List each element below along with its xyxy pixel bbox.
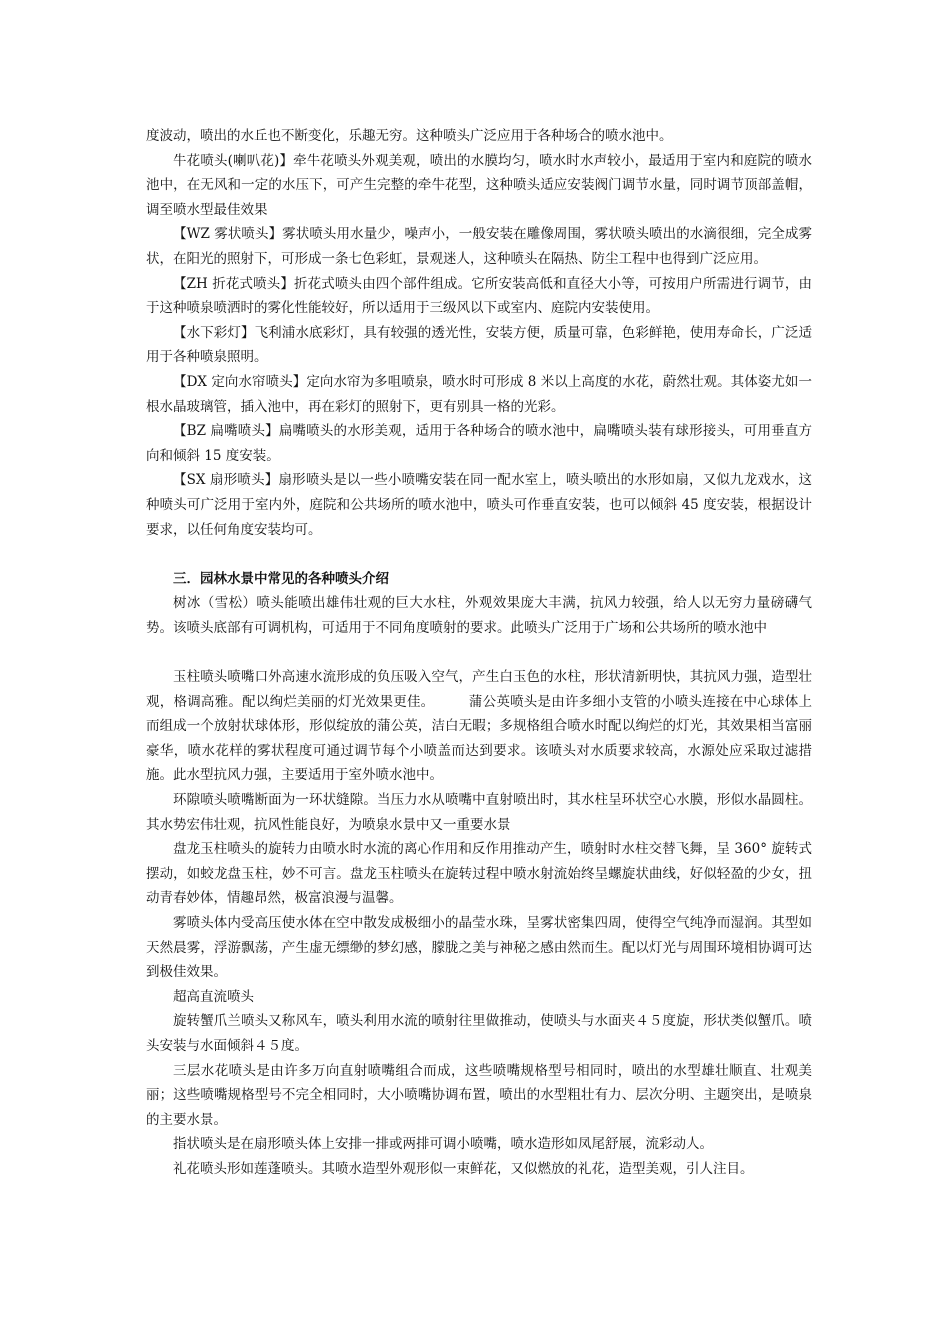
paragraph-jade-column-nozzle: 玉柱喷头喷嘴口外高速水流形成的负压吸入空气，产生白玉色的水柱，形状清新明快，其抗风力强，造型壮观，格调高雅。配以绚烂美丽的灯光效果更佳。 蒲公英喷头是由许多细小支管的小喷头连接在中心球体上而组成一个放射状球体形，形似绽放的蒲公英，洁白无暇；多规格组合喷水时配以绚烂的灯光，其效果相当富丽豪华，喷水花样的雾状程度可通过调节每个小喷盖而达到要求。该喷头对水质要求较高，水源处应采取过滤措施。此水型抗风力强，主要适用于室外喷水池中。 xyxy=(146,669,812,784)
paragraph-morning-glory-nozzle: 牛花喷头(喇叭花)】牵牛花喷头外观美观，喷出的水膜均匀，喷水时水声较小，最适用于室内和庭院的喷水池中，在无风和一定的水压下，可产生完整的牵牛花型，这种喷头适应安装阀门调节水量，同时调节顶部盖帽，调至喷水型最佳效果 xyxy=(146,152,812,218)
paragraph-dragon-column-nozzle: 盘龙玉柱喷头的旋转力由喷水时水流的离心作用和反作用推动产生，喷射时水柱交替飞舞，呈 360° 旋转式摆动，如蛟龙盘玉柱，妙不可言。盘龙玉柱喷头在旋转过程中喷水射流始终呈螺旋状曲线，好似轻盈的少女，扭动青春妙体，情趣昂然，极富浪漫与温馨。 xyxy=(146,841,812,907)
paragraph-continuation: 度波动，喷出的水丘也不断变化，乐趣无穷。这种喷头广泛应用于各种场合的喷水池中。 xyxy=(146,128,673,144)
paragraph-sx-fan-nozzle: 【SX 扇形喷头】扇形喷头是以一些小喷嘴安装在同一配水室上，喷头喷出的水形如扇，又似九龙戏水，这种喷头可广泛用于室内外，庭院和公共场所的喷水池中，喷头可作垂直安装，也可以倾斜 45 度安装，根据设计要求，以任何角度安装均可。 xyxy=(146,472,812,538)
paragraph-firework-nozzle: 礼花喷头形如莲蓬喷头。其喷水造型外观形似一束鲜花，又似燃放的礼花，造型美观，引人注目。 xyxy=(173,1160,754,1177)
paragraph-rotating-crab-nozzle: 旋转蟹爪兰喷头又称风车，喷头利用水流的喷射往里做推动，使喷头与水面夹４５度旋，形状类似蟹爪。喷头安装与水面倾斜４５度。 xyxy=(146,1013,812,1054)
paragraph-dx-curtain-nozzle: 【DX 定向水帘喷头】定向水帘为多咀喷泉，喷水时可形成 8 米以上高度的水花，蔚然壮观。其体姿尤如一根水晶玻璃管，插入池中，再在彩灯的照射下，更有别具一格的光彩。 xyxy=(146,373,812,415)
section-heading: 三．园林水景中常见的各种喷头介绍 xyxy=(173,570,389,587)
paragraph-wz-mist-nozzle: 【WZ 雾状喷头】雾状喷头用水量少，噪声小，一般安装在雕像周围，雾状喷头喷出的水滴很细，完全成雾状，在阳光的照射下，可形成一条七色彩虹，景观迷人，这种喷头在隔热、防尘工程中也得到广泛应用。 xyxy=(146,226,812,267)
paragraph-bz-flat-nozzle: 【BZ 扁嘴喷头】扁嘴喷头的水形美观，适用于各种场合的喷水池中，扁嘴喷头装有球形接头，可用垂直方向和倾斜 15 度安装。 xyxy=(146,423,812,464)
paragraph-snow-pine-nozzle: 树冰（雪松）喷头能喷出雄伟壮观的巨大水柱，外观效果庞大丰满，抗风力较强，给人以无穷力量磅礴气势。该喷头底部有可调机构，可适用于不同角度喷射的要求。此喷头广泛用于广场和公共场所的喷水池中 xyxy=(146,595,812,636)
paragraph-fog-nozzle: 雾喷头体内受高压使水体在空中散发成极细小的晶莹水珠，呈雾状密集四周，使得空气纯净而湿润。其型如天然晨雾，浮游飘荡，产生虚无缥缈的梦幻感，朦胧之美与神秘之感由然而生。配以灯光与周围环境相协调可达到极佳效果。 xyxy=(146,915,812,981)
paragraph-underwater-light: 【水下彩灯】飞利浦水底彩灯，具有较强的透光性，安装方便，质量可靠，色彩鲜艳，使用寿命长，广泛适用于各种喷泉照明。 xyxy=(146,324,812,366)
paragraph-zh-folding-nozzle: 【ZH 折花式喷头】折花式喷头由四个部件组成。它所安装高低和直径大小等，可按用户所需进行调节，由于这种喷泉喷洒时的雾化性能较好，所以适用于三级风以下或室内、庭院内安装使用。 xyxy=(146,275,812,317)
paragraph-annular-nozzle: 环隙喷头喷嘴断面为一环状缝隙。当压力水从喷嘴中直射喷出时，其水柱呈环状空心水膜，形似水晶圆柱。其水势宏伟壮观，抗风性能良好，为喷泉水景中又一重要水景 xyxy=(146,792,812,833)
paragraph-ultra-high-jet: 超高直流喷头 xyxy=(173,988,254,1005)
document-body xyxy=(146,124,812,1182)
paragraph-finger-nozzle: 指状喷头是在扇形喷头体上安排一排或两排可调小喷嘴，喷水造形如凤尾舒展，流彩动人。 xyxy=(173,1136,713,1153)
paragraph-three-layer-nozzle: 三层水花喷头是由许多万向直射喷嘴组合而成，这些喷嘴规格型号相同时，喷出的水型雄壮顺直、壮观美丽；这些喷嘴规格型号不完全相同时，大小喷嘴协调布置，喷出的水型粗壮有力、层次分明、主题突出，是喷泉的主要水景。 xyxy=(146,1062,812,1128)
